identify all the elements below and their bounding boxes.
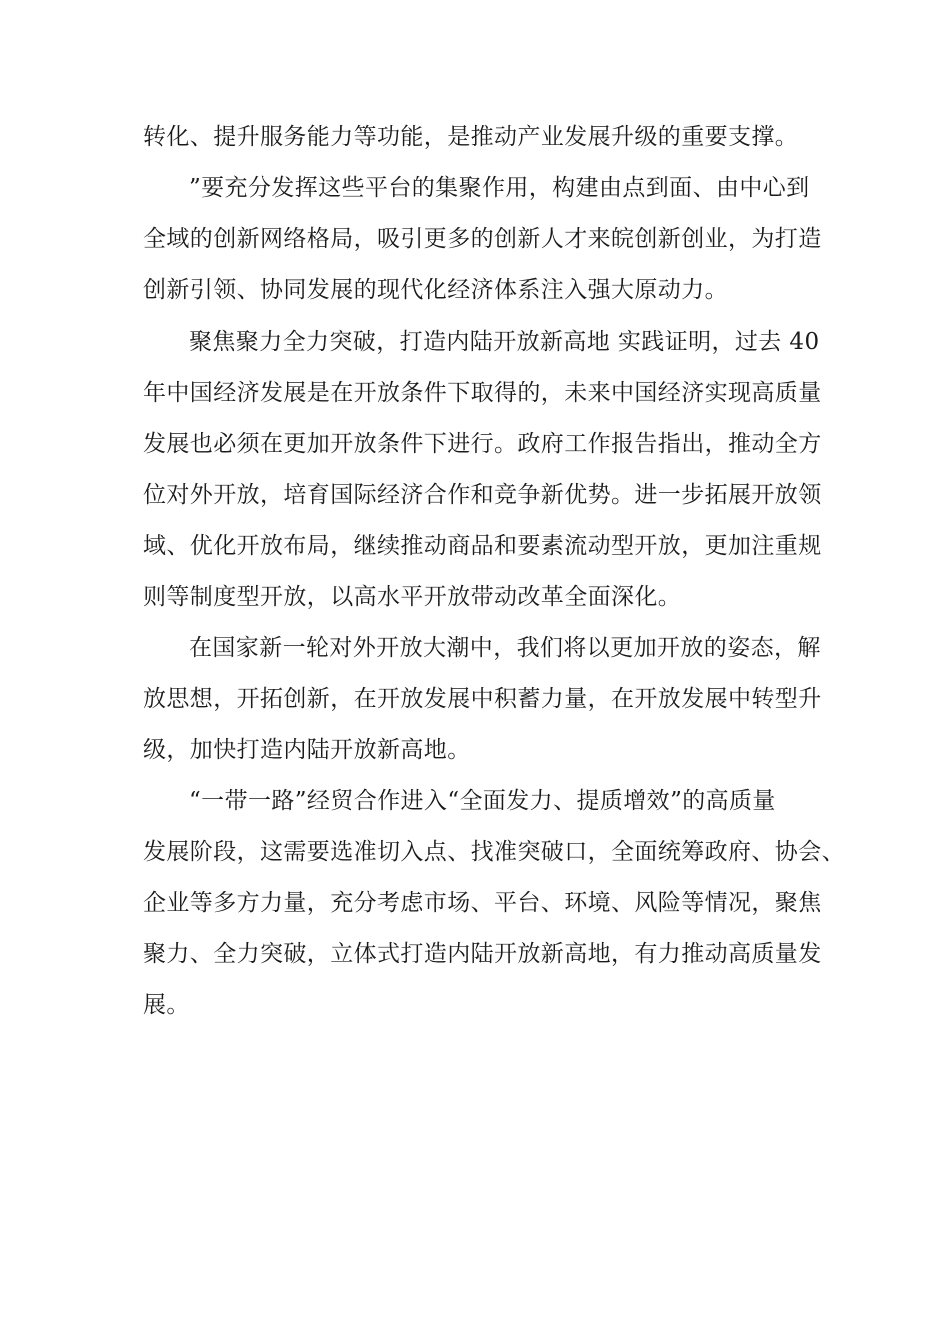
text-line: 在国家新一轮对外开放大潮中，我们将以更加开放的姿态，解: [189, 635, 821, 661]
text-line: 发展阶段，这需要选准切入点、找准突破口，全面统筹政府、协会、: [143, 839, 845, 865]
text-line: 则等制度型开放，以高水平开放带动改革全面深化。: [143, 584, 682, 610]
text-line: 发展也必须在更加开放条件下进行。政府工作报告指出，推动全方: [143, 431, 822, 457]
text-line: 展。: [143, 992, 190, 1018]
text-line: 级，加快打造内陆开放新高地。: [143, 737, 471, 763]
text-line: 聚力、全力突破，立体式打造内陆开放新高地，有力推动高质量发: [143, 941, 822, 967]
text-line: 聚焦聚力全力突破，打造内陆开放新高地 实践证明，过去 40: [189, 329, 820, 355]
text-line: 年中国经济发展是在开放条件下取得的，未来中国经济实现高质量: [143, 380, 822, 406]
text-line: 域、优化开放布局，继续推动商品和要素流动型开放，更加注重规: [143, 533, 822, 559]
text-line: 放思想，开拓创新，在开放发展中积蓄力量，在开放发展中转型升: [143, 686, 822, 712]
text-line: “一带一路”经贸合作进入“全面发力、提质增效”的高质量: [189, 788, 776, 814]
text-line: 转化、提升服务能力等功能，是推动产业发展升级的重要支撑。: [143, 124, 799, 150]
text-line: 创新引领、协同发展的现代化经济体系注入强大原动力。: [143, 277, 728, 303]
text-line: 位对外开放，培育国际经济合作和竞争新优势。进一步拓展开放领: [143, 482, 822, 508]
text-line: 企业等多方力量，充分考虑市场、平台、环境、风险等情况，聚焦: [143, 890, 822, 916]
text-line: ”要充分发挥这些平台的集聚作用，构建由点到面、由中心到: [189, 175, 810, 201]
text-line: 全域的创新网络格局，吸引更多的创新人才来皖创新创业，为打造: [143, 226, 822, 252]
